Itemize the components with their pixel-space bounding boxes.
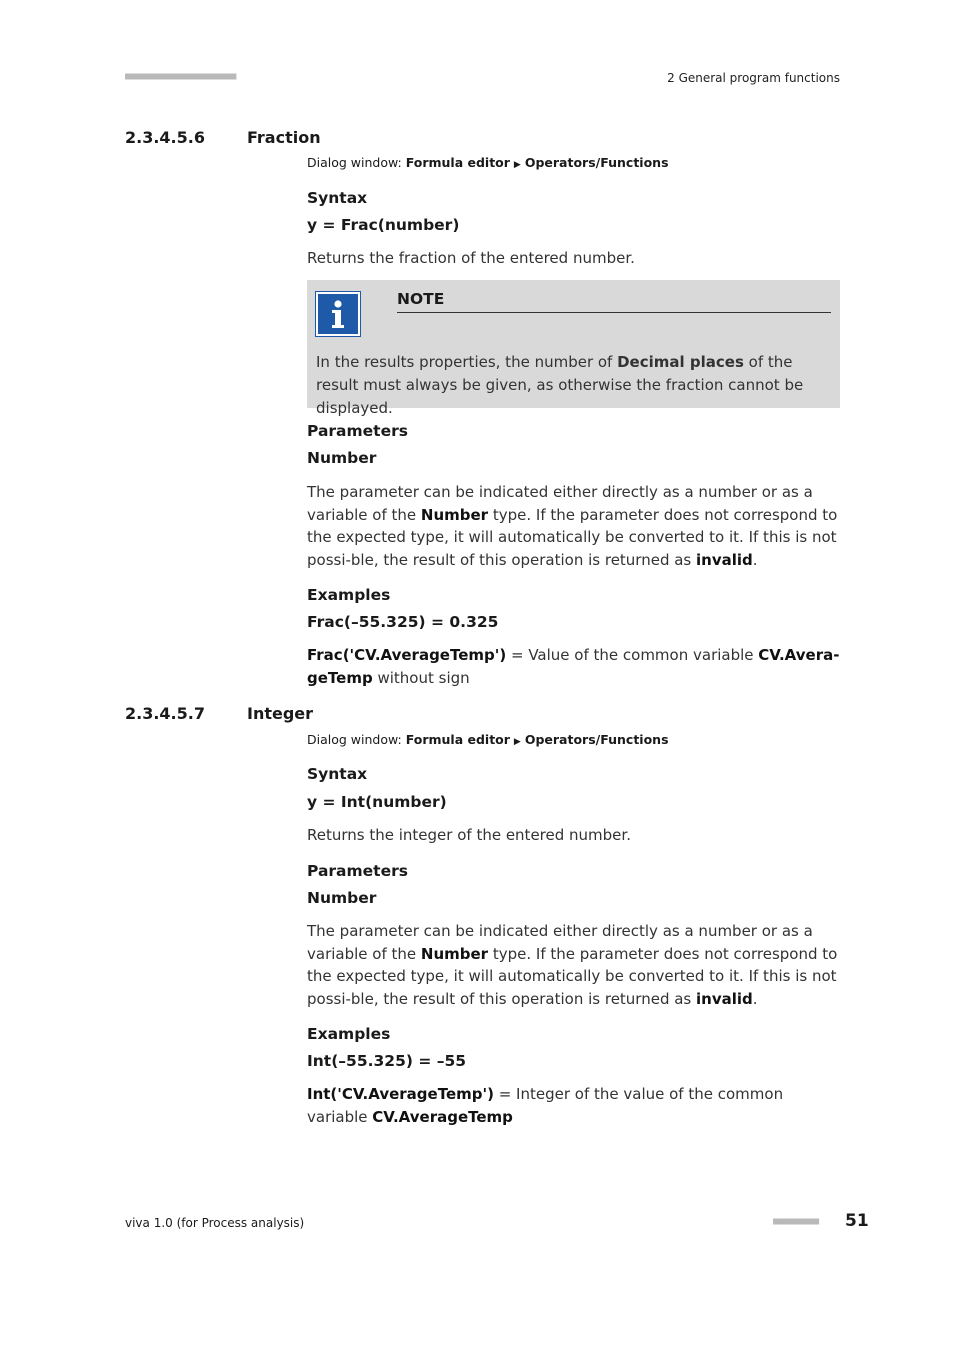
parameters-heading: Parameters bbox=[307, 862, 408, 880]
syntax-heading: Syntax bbox=[307, 189, 368, 207]
syntax-expression: y = Int(number) bbox=[307, 793, 447, 811]
dialog-window-path bbox=[307, 155, 669, 170]
dialog-prefix: Dialog window: bbox=[307, 155, 406, 170]
parameter-description: The parameter can be indicated either directly as a number or as a variable of the Number type. If the parameter does not correspond to the expected type, it will automatically be converted to it. If this is not possi-ble, the result of this operation is returned as invalid. bbox=[307, 922, 838, 1008]
examples-heading: Examples bbox=[307, 586, 391, 604]
example-2: Frac('CV.AverageTemp') = Value of the common variable CV.Avera-geTemp without sign bbox=[307, 646, 840, 687]
example-1: Int(–55.325) = –55 bbox=[307, 1052, 467, 1070]
syntax-heading: Syntax bbox=[307, 765, 368, 783]
arrow-right-icon: ▶ bbox=[513, 737, 521, 747]
section-title: Integer bbox=[247, 704, 314, 723]
parameter-name: Number bbox=[307, 889, 377, 907]
chapter-title: 2 General program functions bbox=[667, 71, 840, 85]
footer-product: viva 1.0 (for Process analysis) bbox=[125, 1216, 305, 1230]
example-2: Int('CV.AverageTemp') = Integer of the value of the common variable CV.AverageTemp bbox=[307, 1085, 784, 1126]
section-title: Fraction bbox=[247, 128, 321, 147]
page-number: 51 bbox=[845, 1211, 869, 1231]
example-1: Frac(–55.325) = 0.325 bbox=[307, 613, 499, 631]
section-number: 2.3.4.5.6 bbox=[125, 128, 205, 147]
note-divider bbox=[397, 312, 831, 313]
dialog-path-formula-editor: Formula editor bbox=[405, 732, 510, 747]
parameter-name: Number bbox=[307, 449, 377, 467]
note-text: In the results properties, the number of Decimal places of the result must always be given, as otherwise the fraction cannot be displayed. bbox=[316, 353, 804, 417]
syntax-expression: y = Frac(number) bbox=[307, 216, 460, 234]
header-run-dots: ■■■■■■■■■■■■■■■■■■■■■■ bbox=[125, 71, 236, 82]
dialog-prefix: Dialog window: bbox=[307, 732, 406, 747]
footer-run-dots: ■■■■■■■■■ bbox=[773, 1216, 819, 1227]
info-icon bbox=[316, 292, 360, 336]
note-box bbox=[307, 280, 840, 417]
dialog-window-path bbox=[307, 732, 669, 747]
description: Returns the integer of the entered number. bbox=[307, 826, 631, 844]
description: Returns the fraction of the entered number. bbox=[307, 249, 635, 267]
parameters-heading: Parameters bbox=[307, 422, 408, 440]
dialog-path-formula-editor: Formula editor bbox=[405, 155, 510, 170]
note-title: NOTE bbox=[397, 290, 445, 308]
section-number: 2.3.4.5.7 bbox=[125, 704, 205, 723]
arrow-right-icon: ▶ bbox=[513, 160, 521, 170]
dialog-path-operators: Operators/Functions bbox=[524, 732, 669, 747]
examples-heading: Examples bbox=[307, 1025, 391, 1043]
dialog-path-operators: Operators/Functions bbox=[524, 155, 669, 170]
parameter-description: The parameter can be indicated either directly as a number or as a variable of the Number type. If the parameter does not correspond to the expected type, it will automatically be converted to it. If this is not possi-ble, the result of this operation is returned as invalid. bbox=[307, 483, 838, 569]
